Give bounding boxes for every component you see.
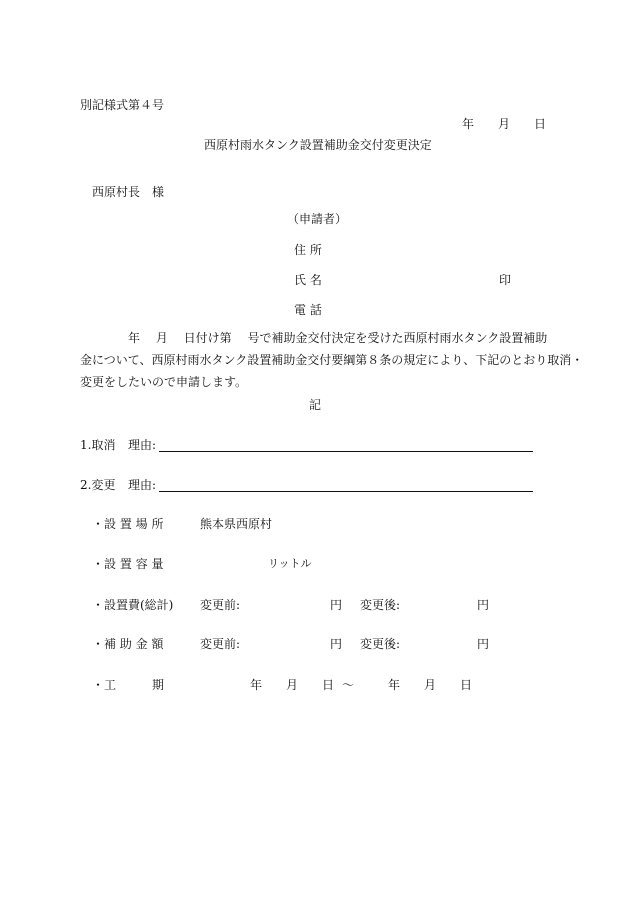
location-value: 熊本県西原村 <box>200 517 273 531</box>
addressee: 西原村長 様 <box>92 185 165 199</box>
body-line: 変更をしたいので申請します。 <box>80 375 248 389</box>
name-label: 氏 名 <box>294 273 322 287</box>
address-label: 住 所 <box>294 243 322 257</box>
period-label: ・工 期 <box>92 678 165 692</box>
document-title: 西原村雨水タンク設置補助金交付変更決定 <box>204 138 432 152</box>
cost-before-label: 変更前: <box>200 598 241 612</box>
change-reason-label: 理由: <box>128 478 157 492</box>
cost-yen-1: 円 <box>330 598 343 612</box>
capacity-label: ・設 置 容 量 <box>92 557 164 571</box>
applicant-heading: （申請者） <box>287 212 348 226</box>
change-label: 2.変更 <box>80 478 116 492</box>
cost-yen-2: 円 <box>477 598 490 612</box>
ki-heading: 記 <box>309 398 322 412</box>
body-line: 金について、西原村雨水タンク設置補助金交付要綱第８条の規定により、下記のとおり取消・ <box>80 353 584 367</box>
cancel-label: 1.取消 <box>80 438 116 452</box>
body-paragraph <box>80 327 584 393</box>
cancel-reason-label: 理由: <box>128 438 157 452</box>
location-label: ・設 置 場 所 <box>92 517 164 531</box>
capacity-unit: リットル <box>268 557 312 570</box>
subsidy-yen-2: 円 <box>477 637 490 651</box>
subsidy-before-label: 変更前: <box>200 637 241 651</box>
subsidy-label: ・補 助 金 額 <box>92 637 164 651</box>
period-start-date: 年 月 日 <box>250 678 335 692</box>
cost-label: ・設置費(総計) <box>92 598 174 612</box>
cancel-reason-line <box>159 451 533 452</box>
seal-mark: 印 <box>499 273 512 287</box>
subsidy-after-label: 変更後: <box>360 637 401 651</box>
cost-after-label: 変更後: <box>360 598 401 612</box>
body-line: 年 月 日付け第 号で補助金交付決定を受けた西原村雨水タンク設置補助 <box>80 331 548 345</box>
change-reason-line <box>159 491 533 492</box>
period-tilde: ～ <box>342 678 355 692</box>
phone-label: 電 話 <box>294 303 322 317</box>
date-line: 年 月 日 <box>462 117 547 131</box>
period-end-date: 年 月 日 <box>388 678 473 692</box>
form-number: 別記様式第４号 <box>80 98 165 112</box>
subsidy-yen-1: 円 <box>330 637 343 651</box>
